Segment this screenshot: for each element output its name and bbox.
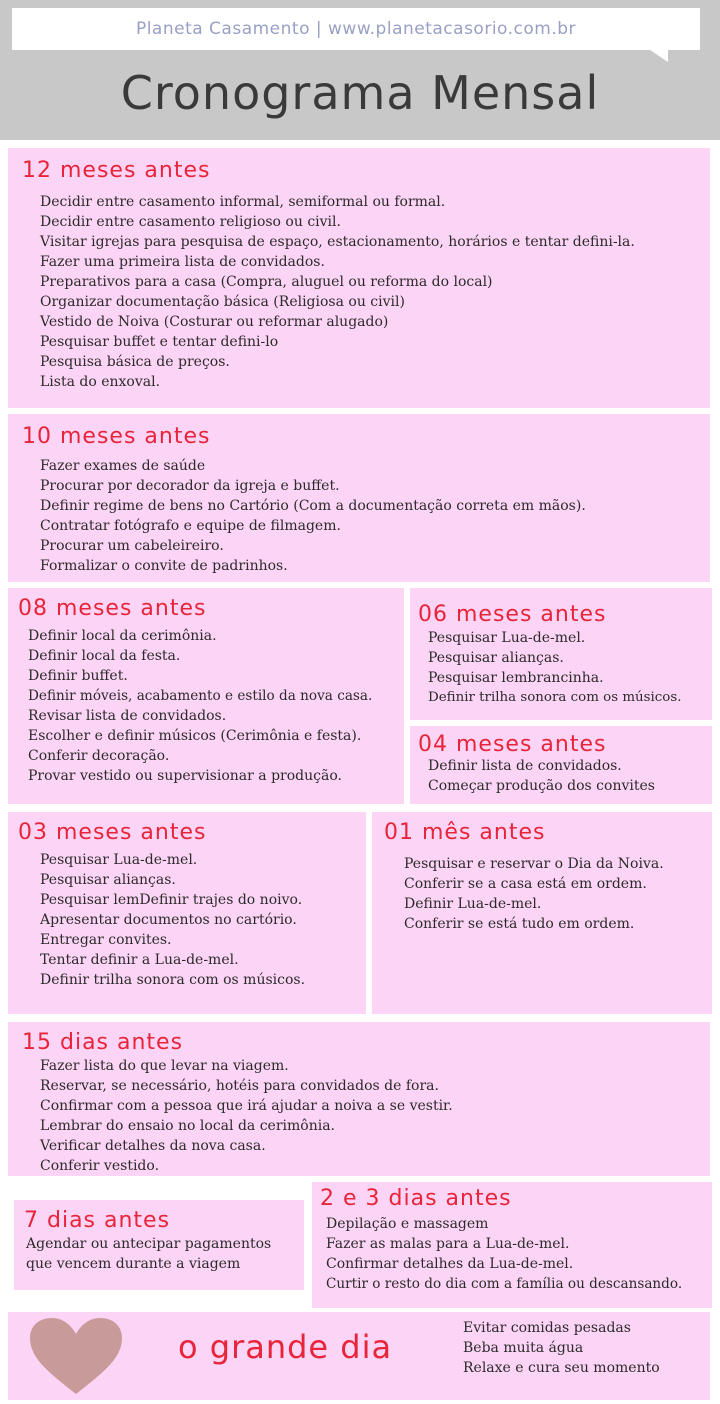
list-item: Revisar lista de convidados. [28,708,227,724]
list-item: Preparativos para a casa (Compra, aluguel ou reforma do local) [40,274,493,290]
list-item: Contratar fotógrafo e equipe de filmagem. [40,518,341,534]
task-list [463,1318,660,1378]
list-item: Relaxe e cura seu momento [463,1360,660,1376]
list-item: Fazer uma primeira lista de convidados. [40,254,325,270]
section-title: 08 meses antes [18,596,207,621]
list-item: Definir trilha sonora com os músicos. [40,972,306,988]
list-item: Apresentar documentos no cartório. [40,912,297,928]
list-item: Reservar, se necessário, hotéis para convidados de fora. [40,1078,439,1094]
list-item: Pesquisar e reservar o Dia da Noiva. [404,856,664,872]
section-01-mes [372,812,712,1014]
task-list [428,756,655,796]
list-item: Definir regime de bens no Cartório (Com a documentação correta em mãos). [40,498,586,514]
list-item: Fazer exames de saúde [40,458,206,474]
list-item: Fazer lista do que levar na viagem. [40,1058,289,1074]
list-item: Definir lista de convidados. [428,758,622,774]
section-title: 04 meses antes [418,732,607,757]
list-item: Pesquisar Lua-de-mel. [40,852,198,868]
list-item: Beba muita água [463,1340,584,1356]
list-item: Começar produção dos convites [428,778,655,794]
task-list [26,1234,271,1274]
section-06-meses [410,588,712,720]
header [0,0,720,140]
list-item: Decidir entre casamento religioso ou civil. [40,214,341,230]
section-08-meses [8,588,404,804]
list-item: Verificar detalhes da nova casa. [40,1138,266,1154]
list-item: Agendar ou antecipar pagamentos [26,1236,272,1252]
section-04-meses [410,726,712,804]
list-item: que vencem durante a viagem [26,1256,241,1272]
list-item: Organizar documentação básica (Religiosa ou civil) [40,294,405,310]
section-title: 06 meses antes [418,602,607,627]
list-item: Definir trilha sonora com os músicos. [428,690,682,705]
list-item: Fazer as malas para a Lua-de-mel. [326,1236,570,1252]
list-item: Curtir o resto do dia com a família ou descansando. [326,1276,683,1292]
task-list [40,192,635,392]
task-list [40,456,586,576]
list-item: Pesquisar alianças. [40,872,176,888]
list-item: Pesquisar buffet e tentar defini-lo [40,334,279,350]
task-list [40,1056,453,1176]
list-item: Definir Lua-de-mel. [404,896,542,912]
list-item: Pesquisar lemDefinir trajes do noivo. [40,892,303,908]
section-2-e-3-dias [312,1182,712,1308]
section-7-dias [14,1200,304,1290]
section-10-meses [8,414,710,582]
section-title: o grande dia [178,1328,393,1366]
list-item: Visitar igrejas para pesquisa de espaço, estacionamento, horários e tentar defini-la. [40,234,635,250]
list-item: Pesquisar lembrancinha. [428,670,604,686]
list-item: Confirmar com a pessoa que irá ajudar a noiva a se vestir. [40,1098,453,1114]
section-title: 12 meses antes [22,158,211,183]
site-banner: Planeta Casamento | www.planetacasorio.com.br [12,8,700,50]
list-item: Definir local da festa. [28,648,181,664]
list-item: Formalizar o convite de padrinhos. [40,558,288,574]
list-item: Evitar comidas pesadas [463,1320,631,1336]
list-item: Conferir decoração. [28,748,170,764]
list-item: Tentar definir a Lua-de-mel. [40,952,239,968]
list-item: Lembrar do ensaio no local da cerimônia. [40,1118,335,1134]
list-item: Vestido de Noiva (Costurar ou reformar alugado) [40,314,389,330]
section-12-meses [8,148,710,408]
section-title: 03 meses antes [18,820,207,845]
list-item: Depilação e massagem [326,1216,489,1232]
heart-icon [28,1316,124,1396]
task-list [28,626,372,786]
list-item: Pesquisa básica de preços. [40,354,230,370]
task-list [326,1214,682,1294]
task-list [428,628,682,708]
section-15-dias [8,1022,710,1176]
section-title: 01 mês antes [384,820,546,845]
list-item: Confirmar detalhes da Lua-de-mel. [326,1256,574,1272]
list-item: Provar vestido ou supervisionar a produção. [28,768,342,784]
task-list [40,850,305,990]
list-item: Procurar por decorador da igreja e buffet. [40,478,340,494]
list-item: Lista do enxoval. [40,374,161,390]
page-title: Cronograma Mensal [120,66,600,120]
list-item: Escolher e definir músicos (Cerimônia e festa). [28,728,362,744]
list-item: Entregar convites. [40,932,172,948]
list-item: Pesquisar Lua-de-mel. [428,630,586,646]
list-item: Definir buffet. [28,668,128,684]
section-title: 2 e 3 dias antes [320,1186,512,1211]
list-item: Procurar um cabeleireiro. [40,538,224,554]
section-title: 15 dias antes [22,1030,184,1055]
section-title: 10 meses antes [22,424,211,449]
list-item: Conferir se está tudo em ordem. [404,916,635,932]
list-item: Definir móveis, acabamento e estilo da nova casa. [28,688,373,704]
section-title: 7 dias antes [24,1208,171,1233]
section-03-meses [8,812,366,1014]
task-list [404,854,664,934]
list-item: Conferir vestido. [40,1158,160,1174]
list-item: Conferir se a casa está em ordem. [404,876,647,892]
list-item: Definir local da cerimônia. [28,628,217,644]
list-item: Pesquisar alianças. [428,650,564,666]
list-item: Decidir entre casamento informal, semiformal ou formal. [40,194,446,210]
